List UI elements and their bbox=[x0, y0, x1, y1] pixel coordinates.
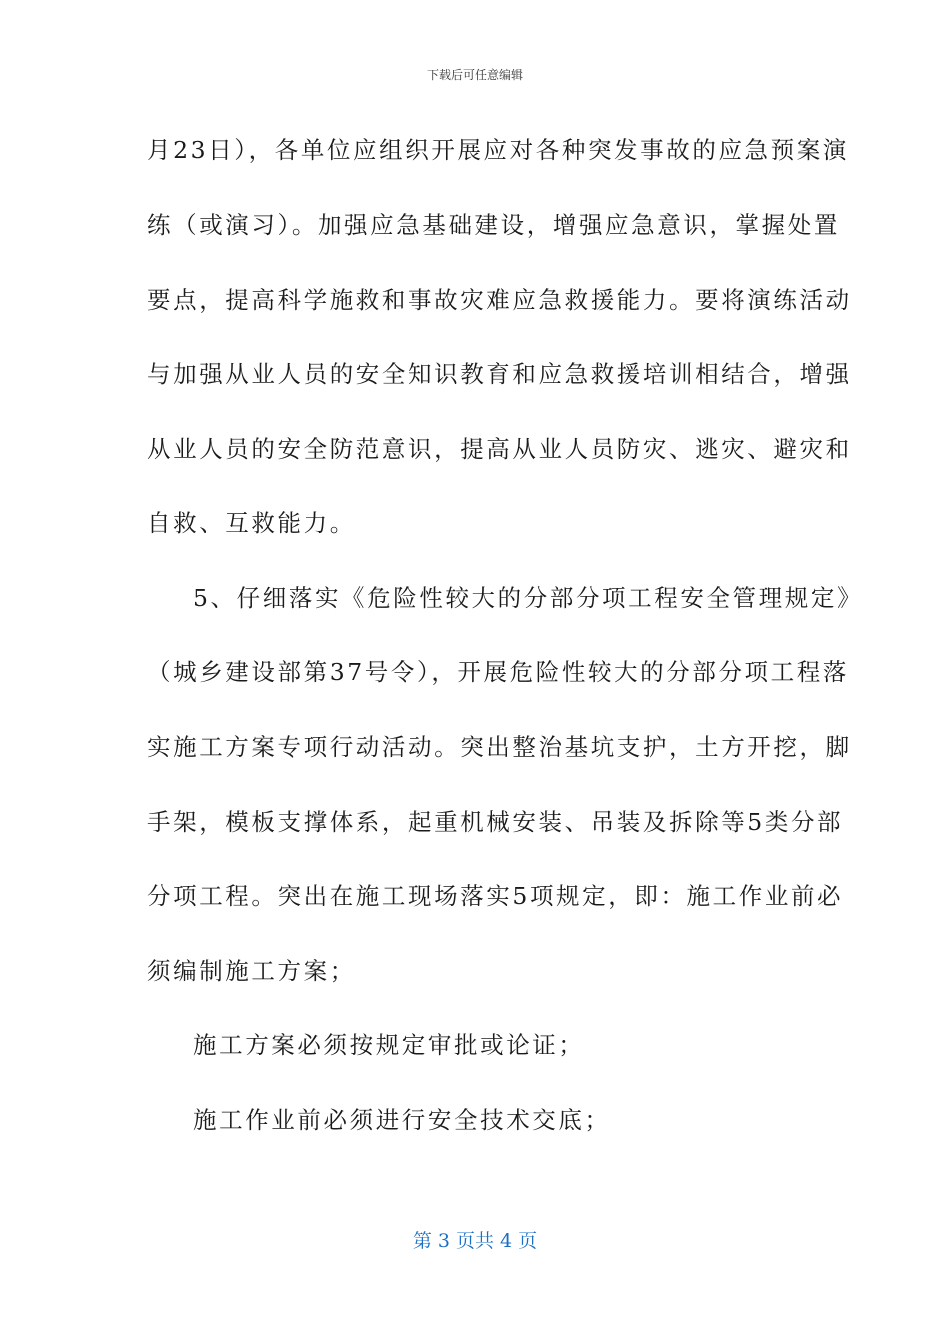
body-line: （城乡建设部第37号令），开展危险性较大的分部分项工程落 bbox=[147, 658, 849, 686]
body-line: 施工作业前必须进行安全技术交底； bbox=[193, 1106, 611, 1134]
body-line: 自救、互救能力。 bbox=[147, 509, 356, 537]
body-line: 练（或演习）。加强应急基础建设，增强应急意识，掌握处置 bbox=[147, 211, 840, 239]
body-line: 从业人员的安全防范意识，提高从业人员防灾、逃灾、避灾和 bbox=[147, 435, 852, 463]
body-line: 要点，提高科学施救和事故灾难应急救援能力。要将演练活动 bbox=[147, 286, 852, 314]
body-line: 分项工程。突出在施工现场落实5项规定，即：施工作业前必 bbox=[147, 882, 844, 910]
body-line: 与加强从业人员的安全知识教育和应急救援培训相结合，增强 bbox=[147, 360, 852, 388]
body-line: 月23日），各单位应组织开展应对各种突发事故的应急预案演 bbox=[147, 136, 849, 164]
body-line: 5、仔细落实《危险性较大的分部分项工程安全管理规定》 bbox=[193, 584, 864, 612]
page-footer: 第 3 页共 4 页 bbox=[412, 1230, 538, 1252]
body-line: 手架，模板支撑体系，起重机械安装、吊装及拆除等5类分部 bbox=[147, 808, 844, 836]
page-header: 下载后可任意编辑 bbox=[426, 68, 523, 82]
body-line: 施工方案必须按规定审批或论证； bbox=[193, 1031, 585, 1059]
body-line: 须编制施工方案； bbox=[147, 957, 356, 985]
body-line: 实施工方案专项行动活动。突出整治基坑支护，土方开挖，脚 bbox=[147, 733, 852, 761]
